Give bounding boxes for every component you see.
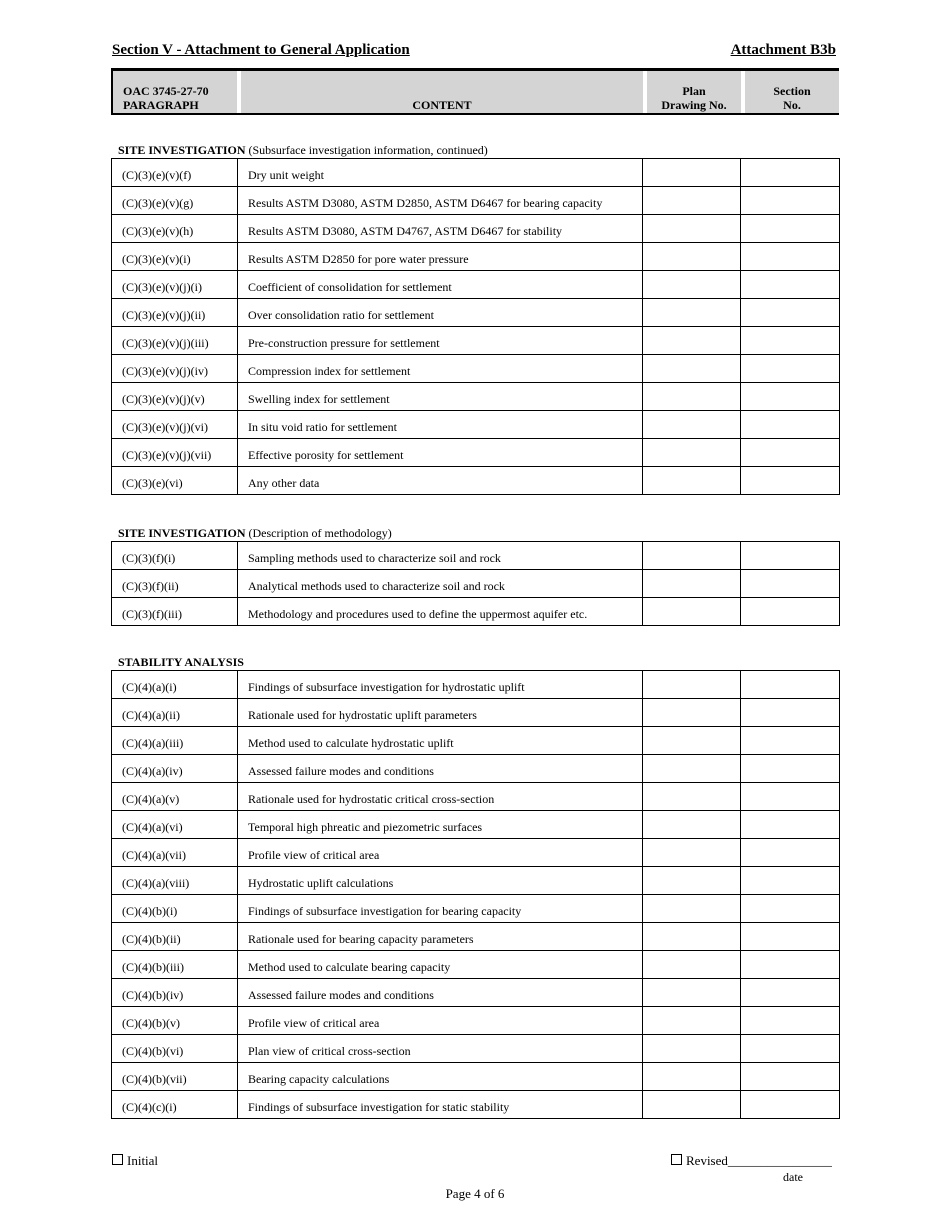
revised-checkbox[interactable] <box>671 1153 832 1169</box>
content-cell: Any other data <box>238 467 643 495</box>
col-section <box>745 71 839 113</box>
content-cell: Assessed failure modes and conditions <box>238 979 643 1007</box>
paragraph-cell: (C)(3)(e)(v)(h) <box>112 215 238 243</box>
table-row <box>112 979 840 1007</box>
col-content: CONTENT <box>241 71 643 113</box>
plan-drawing-cell[interactable] <box>643 671 741 699</box>
paragraph-cell: (C)(3)(e)(v)(j)(iii) <box>112 327 238 355</box>
plan-drawing-cell[interactable] <box>643 979 741 1007</box>
content-cell: Results ASTM D3080, ASTM D2850, ASTM D6467 for bearing capacity <box>238 187 643 215</box>
content-cell: Coefficient of consolidation for settlement <box>238 271 643 299</box>
content-cell: Bearing capacity calculations <box>238 1063 643 1091</box>
table-row <box>112 867 840 895</box>
table-row <box>112 811 840 839</box>
paragraph-cell: (C)(4)(a)(iv) <box>112 755 238 783</box>
plan-drawing-cell[interactable] <box>643 467 741 495</box>
content-cell: Method used to calculate bearing capacity <box>238 951 643 979</box>
paragraph-cell: (C)(4)(a)(ii) <box>112 699 238 727</box>
page-number: Page 4 of 6 <box>445 1186 505 1201</box>
plan-drawing-cell[interactable] <box>643 271 741 299</box>
section-no-cell[interactable] <box>741 895 840 923</box>
section-title <box>118 143 488 158</box>
content-cell: Compression index for settlement <box>238 355 643 383</box>
plan-drawing-cell[interactable] <box>643 727 741 755</box>
content-cell: Assessed failure modes and conditions <box>238 755 643 783</box>
section-title-rest: (Subsurface investigation information, continued) <box>245 143 488 157</box>
section-no-cell[interactable] <box>741 727 840 755</box>
plan-drawing-cell[interactable] <box>643 951 741 979</box>
table-row <box>112 439 840 467</box>
page-title: Section V - Attachment to General Application <box>112 42 410 58</box>
plan-drawing-cell[interactable] <box>643 699 741 727</box>
col-section-line2: No. <box>783 98 801 112</box>
plan-drawing-cell[interactable] <box>643 867 741 895</box>
table-row <box>112 355 840 383</box>
plan-drawing-cell[interactable] <box>643 755 741 783</box>
paragraph-cell: (C)(4)(a)(vi) <box>112 811 238 839</box>
content-cell: Hydrostatic uplift calculations <box>238 867 643 895</box>
paragraph-cell: (C)(4)(b)(vi) <box>112 1035 238 1063</box>
plan-drawing-cell[interactable] <box>643 923 741 951</box>
table-row <box>112 1063 840 1091</box>
section-no-cell[interactable] <box>741 570 840 598</box>
table-row <box>112 923 840 951</box>
table-row <box>112 411 840 439</box>
table-row <box>112 1007 840 1035</box>
paragraph-cell: (C)(3)(e)(v)(g) <box>112 187 238 215</box>
section-no-cell[interactable] <box>741 467 840 495</box>
table-row <box>112 895 840 923</box>
col-paragraph-line2: PARAGRAPH <box>123 98 199 112</box>
paragraph-cell: (C)(3)(e)(v)(i) <box>112 243 238 271</box>
content-cell: Rationale used for hydrostatic uplift parameters <box>238 699 643 727</box>
plan-drawing-cell[interactable] <box>643 1091 741 1119</box>
table-row <box>112 727 840 755</box>
content-cell: Methodology and procedures used to define the uppermost aquifer etc. <box>238 598 643 626</box>
paragraph-cell: (C)(4)(c)(i) <box>112 1091 238 1119</box>
table-row <box>112 699 840 727</box>
content-cell: Findings of subsurface investigation for bearing capacity <box>238 895 643 923</box>
section-table <box>111 670 840 1119</box>
table-row <box>112 542 840 570</box>
table-row <box>112 570 840 598</box>
plan-drawing-cell[interactable] <box>643 215 741 243</box>
col-paragraph <box>113 71 237 113</box>
section-no-cell[interactable] <box>741 159 840 187</box>
section-no-cell[interactable] <box>741 839 840 867</box>
section-no-cell[interactable] <box>741 755 840 783</box>
plan-drawing-cell[interactable] <box>643 187 741 215</box>
attachment-label: Attachment B3b <box>730 42 836 58</box>
section-no-cell[interactable] <box>741 271 840 299</box>
content-cell: Dry unit weight <box>238 159 643 187</box>
section-no-cell[interactable] <box>741 671 840 699</box>
table-row <box>112 839 840 867</box>
section-no-cell[interactable] <box>741 383 840 411</box>
section-no-cell[interactable] <box>741 355 840 383</box>
section-title-rest: (Description of methodology) <box>245 526 392 540</box>
section-no-cell[interactable] <box>741 439 840 467</box>
section-no-cell[interactable] <box>741 299 840 327</box>
plan-drawing-cell[interactable] <box>643 542 741 570</box>
paragraph-cell: (C)(3)(f)(iii) <box>112 598 238 626</box>
initial-label: Initial <box>127 1153 159 1168</box>
section-no-cell[interactable] <box>741 783 840 811</box>
paragraph-cell: (C)(4)(b)(v) <box>112 1007 238 1035</box>
paragraph-cell: (C)(4)(b)(iii) <box>112 951 238 979</box>
content-cell: Method used to calculate hydrostatic uplift <box>238 727 643 755</box>
content-cell: Findings of subsurface investigation for static stability <box>238 1091 643 1119</box>
table-row <box>112 271 840 299</box>
plan-drawing-cell[interactable] <box>643 1007 741 1035</box>
paragraph-cell: (C)(3)(e)(v)(f) <box>112 159 238 187</box>
section-no-cell[interactable] <box>741 1007 840 1035</box>
paragraph-cell: (C)(4)(b)(vii) <box>112 1063 238 1091</box>
content-cell: Plan view of critical cross-section <box>238 1035 643 1063</box>
col-plan <box>647 71 741 113</box>
paragraph-cell: (C)(3)(e)(v)(j)(v) <box>112 383 238 411</box>
initial-checkbox[interactable] <box>112 1153 158 1169</box>
plan-drawing-cell[interactable] <box>643 159 741 187</box>
revised-label: Revised________________ <box>686 1153 832 1168</box>
section-title-bold: SITE INVESTIGATION <box>118 143 246 157</box>
section-title <box>118 655 244 670</box>
section-no-cell[interactable] <box>741 187 840 215</box>
col-plan-line1: Plan <box>682 84 706 98</box>
table-row <box>112 467 840 495</box>
plan-drawing-cell[interactable] <box>643 243 741 271</box>
content-cell: Effective porosity for settlement <box>238 439 643 467</box>
paragraph-cell: (C)(3)(e)(v)(j)(i) <box>112 271 238 299</box>
section-no-cell[interactable] <box>741 979 840 1007</box>
section-no-cell[interactable] <box>741 327 840 355</box>
content-cell: In situ void ratio for settlement <box>238 411 643 439</box>
paragraph-cell: (C)(3)(e)(v)(j)(iv) <box>112 355 238 383</box>
section-no-cell[interactable] <box>741 1091 840 1119</box>
table-row <box>112 951 840 979</box>
col-paragraph-line1: OAC 3745-27-70 <box>123 84 209 98</box>
content-cell: Pre-construction pressure for settlement <box>238 327 643 355</box>
plan-drawing-cell[interactable] <box>643 895 741 923</box>
content-cell: Rationale used for bearing capacity parameters <box>238 923 643 951</box>
content-cell: Profile view of critical area <box>238 1007 643 1035</box>
paragraph-cell: (C)(4)(b)(iv) <box>112 979 238 1007</box>
paragraph-cell: (C)(3)(e)(v)(j)(vii) <box>112 439 238 467</box>
paragraph-cell: (C)(4)(a)(i) <box>112 671 238 699</box>
table-row <box>112 783 840 811</box>
paragraph-cell: (C)(3)(e)(v)(j)(vi) <box>112 411 238 439</box>
section-title-bold: SITE INVESTIGATION <box>118 526 246 540</box>
paragraph-cell: (C)(4)(a)(viii) <box>112 867 238 895</box>
paragraph-cell: (C)(3)(f)(ii) <box>112 570 238 598</box>
plan-drawing-cell[interactable] <box>643 299 741 327</box>
checkbox-icon <box>671 1154 682 1165</box>
plan-drawing-cell[interactable] <box>643 383 741 411</box>
section-table <box>111 158 840 495</box>
plan-drawing-cell[interactable] <box>643 327 741 355</box>
content-cell: Findings of subsurface investigation for hydrostatic uplift <box>238 671 643 699</box>
section-no-cell[interactable] <box>741 411 840 439</box>
table-row <box>112 243 840 271</box>
section-no-cell[interactable] <box>741 867 840 895</box>
content-cell: Results ASTM D2850 for pore water pressure <box>238 243 643 271</box>
table-row <box>112 1091 840 1119</box>
paragraph-cell: (C)(4)(b)(ii) <box>112 923 238 951</box>
plan-drawing-cell[interactable] <box>643 439 741 467</box>
content-cell: Swelling index for settlement <box>238 383 643 411</box>
section-table <box>111 541 840 626</box>
col-plan-line2: Drawing No. <box>661 98 727 112</box>
col-section-line1: Section <box>773 84 811 98</box>
section-no-cell[interactable] <box>741 699 840 727</box>
table-row <box>112 671 840 699</box>
table-row <box>112 1035 840 1063</box>
section-no-cell[interactable] <box>741 598 840 626</box>
content-cell: Sampling methods used to characterize soil and rock <box>238 542 643 570</box>
plan-drawing-cell[interactable] <box>643 355 741 383</box>
section-no-cell[interactable] <box>741 542 840 570</box>
plan-drawing-cell[interactable] <box>643 783 741 811</box>
content-cell: Analytical methods used to characterize soil and rock <box>238 570 643 598</box>
content-cell: Temporal high phreatic and piezometric surfaces <box>238 811 643 839</box>
content-cell: Results ASTM D3080, ASTM D4767, ASTM D6467 for stability <box>238 215 643 243</box>
section-no-cell[interactable] <box>741 215 840 243</box>
date-label: date <box>783 1170 803 1184</box>
plan-drawing-cell[interactable] <box>643 811 741 839</box>
content-cell: Profile view of critical area <box>238 839 643 867</box>
table-row <box>112 187 840 215</box>
paragraph-cell: (C)(3)(e)(v)(j)(ii) <box>112 299 238 327</box>
section-title-bold: STABILITY ANALYSIS <box>118 655 244 669</box>
checkbox-icon <box>112 1154 123 1165</box>
section-no-cell[interactable] <box>741 243 840 271</box>
content-cell: Over consolidation ratio for settlement <box>238 299 643 327</box>
plan-drawing-cell[interactable] <box>643 411 741 439</box>
table-row <box>112 299 840 327</box>
section-no-cell[interactable] <box>741 923 840 951</box>
table-row <box>112 598 840 626</box>
plan-drawing-cell[interactable] <box>643 839 741 867</box>
paragraph-cell: (C)(4)(b)(i) <box>112 895 238 923</box>
table-row <box>112 383 840 411</box>
section-no-cell[interactable] <box>741 1063 840 1091</box>
plan-drawing-cell[interactable] <box>643 570 741 598</box>
section-no-cell[interactable] <box>741 951 840 979</box>
section-title <box>118 526 392 541</box>
plan-drawing-cell[interactable] <box>643 1035 741 1063</box>
table-row <box>112 327 840 355</box>
table-row <box>112 159 840 187</box>
column-header <box>111 68 839 115</box>
paragraph-cell: (C)(4)(a)(vii) <box>112 839 238 867</box>
paragraph-cell: (C)(4)(a)(iii) <box>112 727 238 755</box>
plan-drawing-cell[interactable] <box>643 598 741 626</box>
table-row <box>112 755 840 783</box>
paragraph-cell: (C)(4)(a)(v) <box>112 783 238 811</box>
section-no-cell[interactable] <box>741 811 840 839</box>
table-row <box>112 215 840 243</box>
plan-drawing-cell[interactable] <box>643 1063 741 1091</box>
section-no-cell[interactable] <box>741 1035 840 1063</box>
paragraph-cell: (C)(3)(f)(i) <box>112 542 238 570</box>
paragraph-cell: (C)(3)(e)(vi) <box>112 467 238 495</box>
content-cell: Rationale used for hydrostatic critical cross-section <box>238 783 643 811</box>
